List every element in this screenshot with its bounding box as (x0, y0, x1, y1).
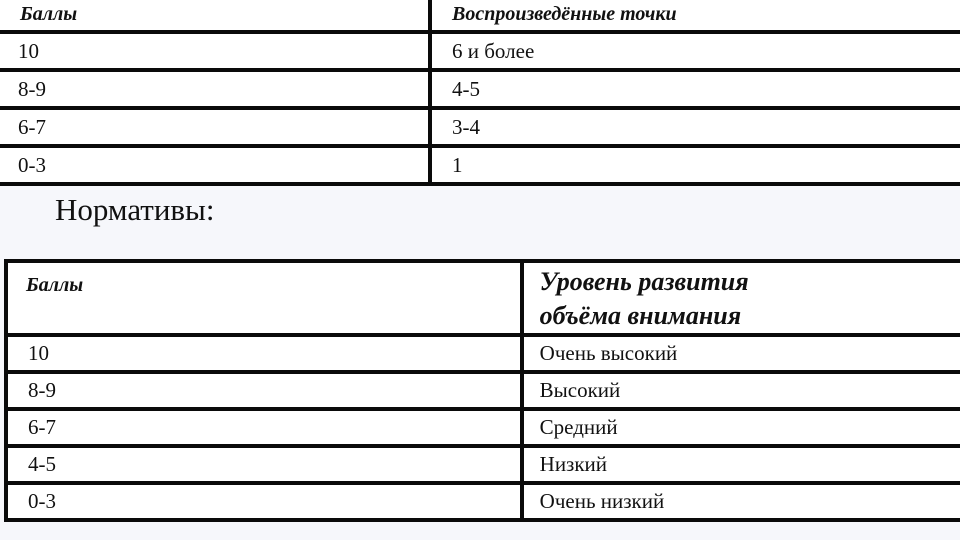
column-header-score: Баллы (0, 0, 430, 32)
table-row (0, 32, 960, 70)
score-cell: 0-3 (0, 146, 430, 184)
table-header-row (0, 0, 960, 32)
score-cell: 10 (0, 32, 430, 70)
table-row (0, 108, 960, 146)
level-cell: Низкий (522, 446, 960, 483)
column-header-attention-level (522, 261, 960, 335)
table-row (6, 372, 960, 409)
column-header-points: Воспроизведённые точки (430, 0, 960, 32)
level-cell: Очень низкий (522, 483, 960, 520)
table-row (0, 146, 960, 184)
table-row (6, 409, 960, 446)
table-row (6, 483, 960, 520)
points-table (0, 0, 960, 186)
score-cell: 0-3 (6, 483, 522, 520)
level-cell: Очень высокий (522, 335, 960, 372)
points-cell: 1 (430, 146, 960, 184)
header-line-1: Уровень развития (539, 267, 749, 296)
score-cell: 8-9 (6, 372, 522, 409)
score-cell: 6-7 (6, 409, 522, 446)
score-cell: 8-9 (0, 70, 430, 108)
score-cell: 10 (6, 335, 522, 372)
points-cell: 3-4 (430, 108, 960, 146)
points-cell: 4-5 (430, 70, 960, 108)
norms-caption: Нормативы: (55, 192, 215, 227)
column-header-score: Баллы (6, 261, 522, 335)
table-row (6, 335, 960, 372)
table-row (6, 446, 960, 483)
level-cell: Средний (522, 409, 960, 446)
table-row (0, 70, 960, 108)
header-line-2: объёма внимания (539, 301, 742, 330)
score-cell: 4-5 (6, 446, 522, 483)
score-cell: 6-7 (0, 108, 430, 146)
norms-table (4, 259, 960, 522)
points-cell: 6 и более (430, 32, 960, 70)
level-cell: Высокий (522, 372, 960, 409)
table-header-row (6, 261, 960, 335)
